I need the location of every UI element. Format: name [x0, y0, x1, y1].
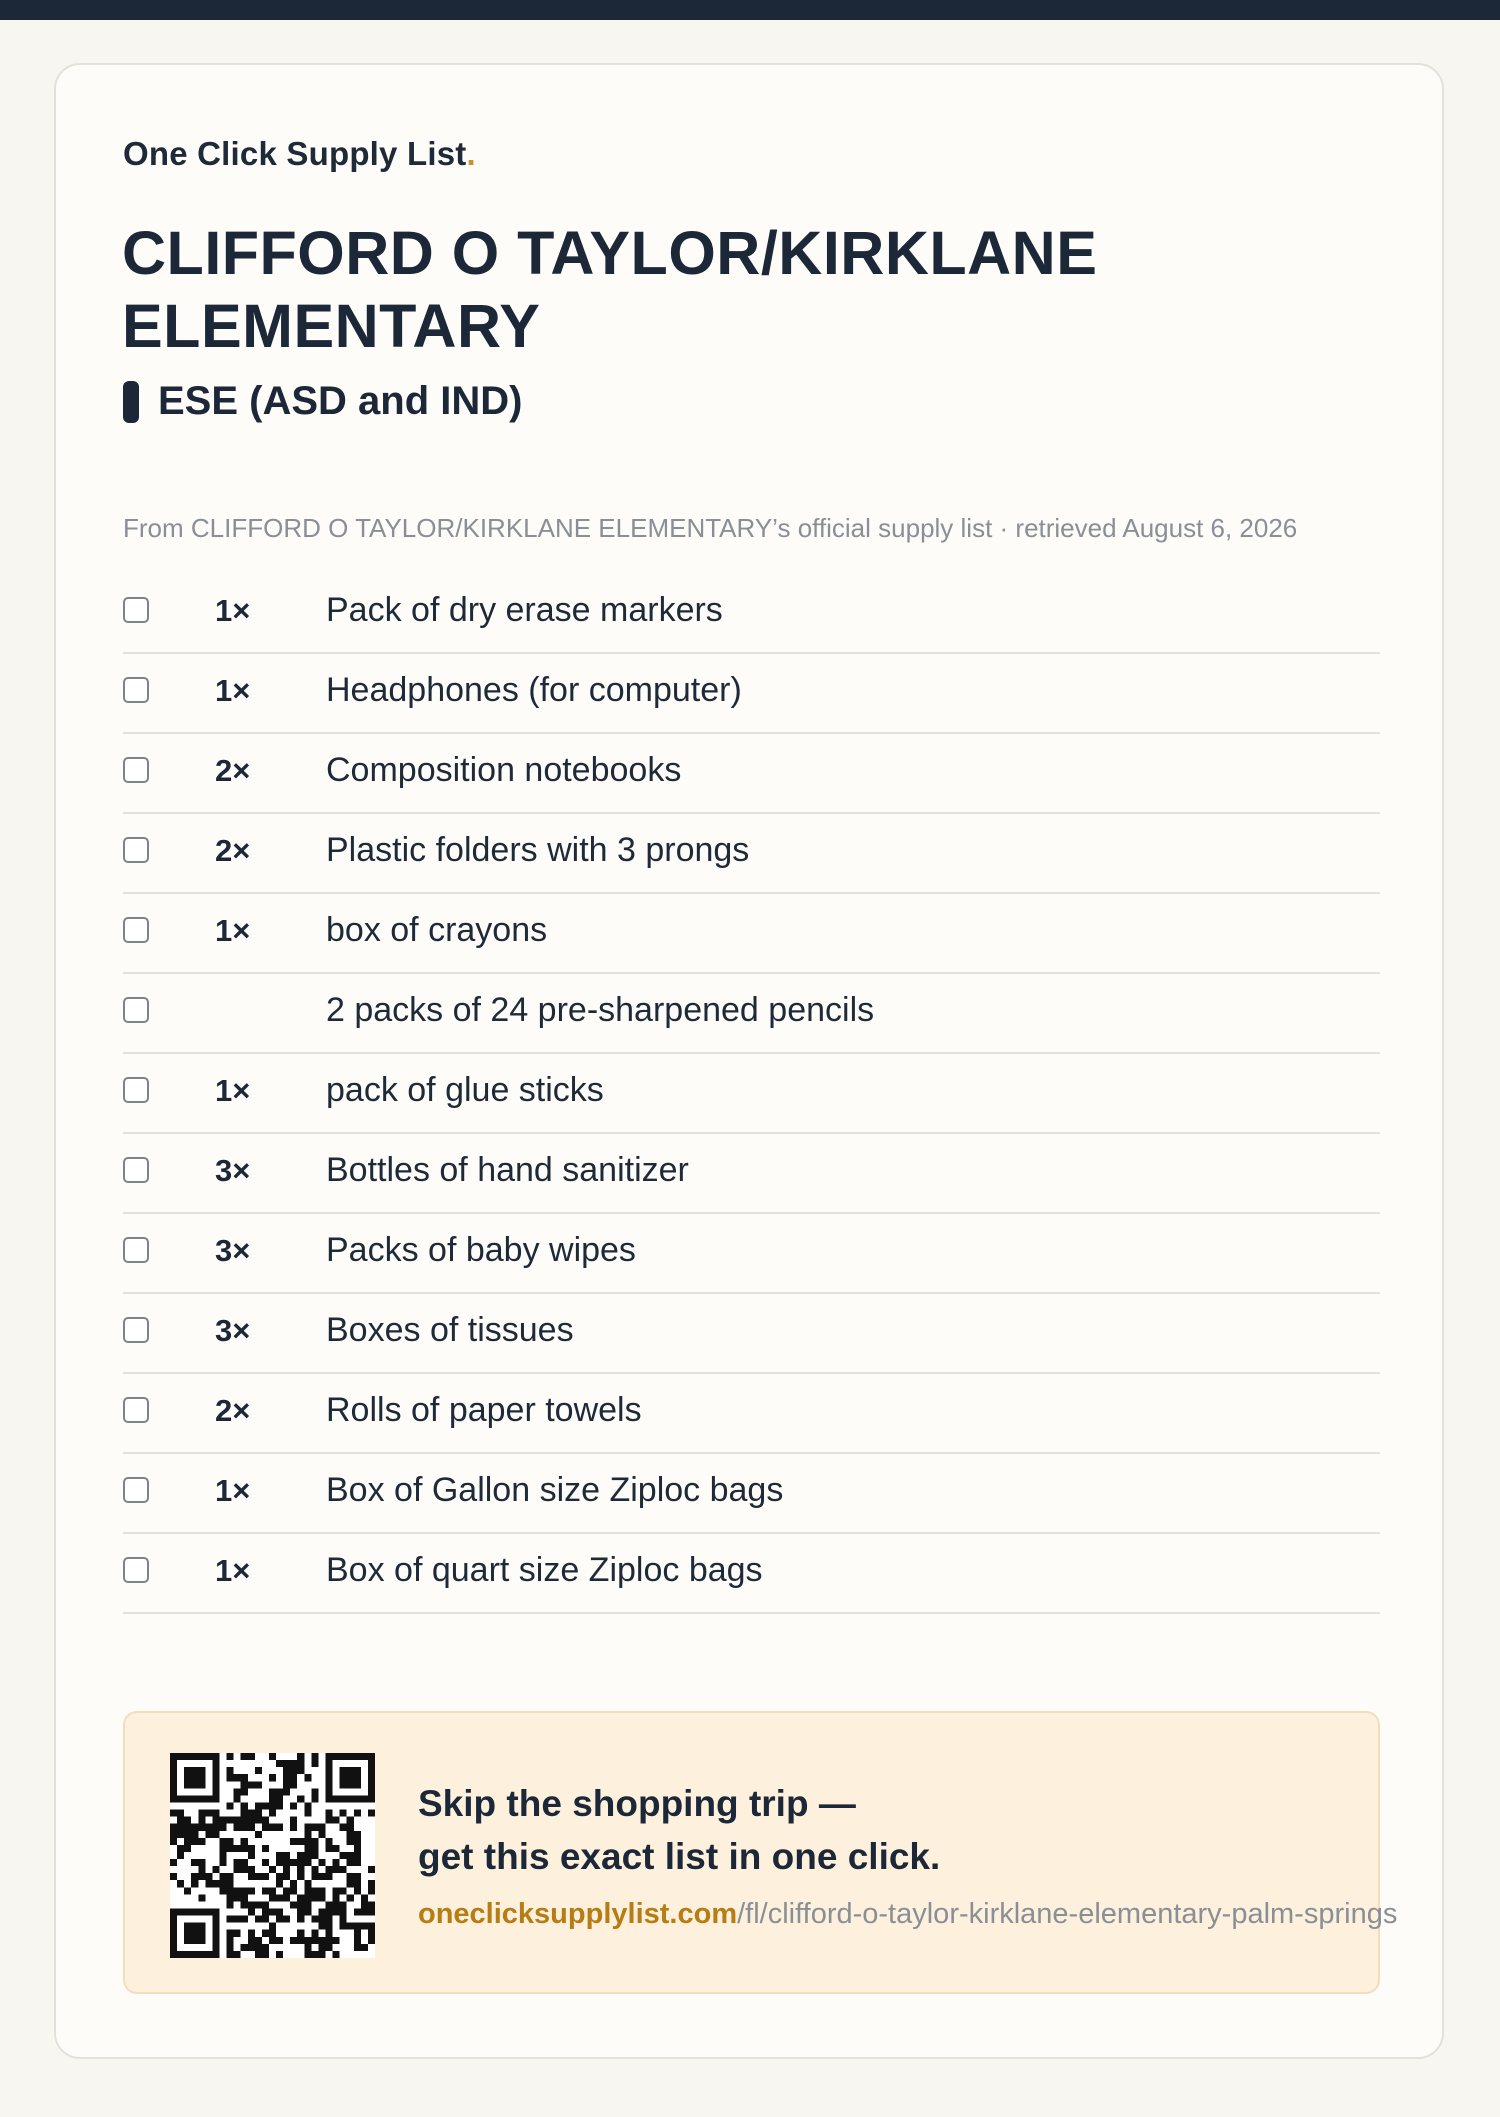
item-name: Box of Gallon size Ziploc bags — [326, 1471, 784, 1509]
qr-code[interactable] — [170, 1753, 375, 1958]
item-quantity: 3× — [215, 1153, 251, 1188]
item-quantity: 1× — [215, 673, 251, 708]
top-bar — [0, 0, 1500, 20]
source-note: From CLIFFORD O TAYLOR/KIRKLANE ELEMENTARY’s official supply list · retrieved August 6, 2026 — [123, 513, 1298, 543]
school-name: CLIFFORD O TAYLOR/KIRKLANE ELEMENTARY — [122, 219, 1098, 360]
brand-logo — [123, 135, 476, 173]
item-checkbox[interactable] — [123, 1077, 149, 1103]
item-checkbox[interactable] — [123, 997, 149, 1023]
item-checkbox[interactable] — [123, 837, 149, 863]
cta-banner[interactable] — [123, 1711, 1398, 1994]
item-name: Pack of dry erase markers — [326, 591, 723, 629]
item-checkbox[interactable] — [123, 1557, 149, 1583]
class-name: ESE (ASD and IND) — [158, 379, 523, 423]
item-checkbox[interactable] — [123, 677, 149, 703]
item-quantity: 1× — [215, 593, 251, 628]
item-quantity: 2× — [215, 833, 251, 868]
item-name: Plastic folders with 3 prongs — [326, 831, 750, 869]
item-checkbox[interactable] — [123, 1317, 149, 1343]
supply-item — [123, 814, 1380, 894]
item-name: Composition notebooks — [326, 751, 682, 789]
supply-item — [123, 1134, 1380, 1214]
supply-item — [123, 654, 1380, 734]
item-checkbox[interactable] — [123, 1397, 149, 1423]
supply-item — [123, 1054, 1380, 1134]
cta-url-path[interactable]: /fl/clifford-o-taylor-kirklane-elementary-palm-springs — [737, 1898, 1398, 1930]
item-quantity: 3× — [215, 1233, 251, 1268]
item-name: Boxes of tissues — [326, 1311, 574, 1349]
item-name: Rolls of paper towels — [326, 1391, 642, 1429]
supply-item — [123, 1374, 1380, 1454]
item-name: pack of glue sticks — [326, 1071, 604, 1109]
supply-list-card — [54, 63, 1444, 2059]
supply-item — [123, 1214, 1380, 1294]
item-checkbox[interactable] — [123, 1237, 149, 1263]
item-quantity: 1× — [215, 1073, 251, 1108]
item-quantity: 3× — [215, 1313, 251, 1348]
supply-item — [123, 574, 1380, 654]
supply-item — [123, 894, 1380, 974]
item-quantity: 1× — [215, 1473, 251, 1508]
item-checkbox[interactable] — [123, 597, 149, 623]
brand-name: One Click Supply List — [123, 135, 467, 172]
item-quantity: 2× — [215, 1393, 251, 1428]
supply-items-list — [123, 574, 1380, 1614]
class-marker — [123, 381, 139, 423]
item-name: 2 packs of 24 pre-sharpened pencils — [326, 991, 875, 1029]
supply-item — [123, 1534, 1380, 1614]
cta-url-link[interactable] — [418, 1898, 1397, 1931]
class-heading — [123, 379, 522, 424]
item-quantity: 1× — [215, 1553, 251, 1588]
item-name: Bottles of hand sanitizer — [326, 1151, 689, 1189]
item-checkbox[interactable] — [123, 917, 149, 943]
item-name: Headphones (for computer) — [326, 671, 742, 709]
brand-dot: . — [466, 135, 476, 172]
supply-item — [123, 974, 1380, 1054]
supply-item — [123, 1294, 1380, 1374]
item-checkbox[interactable] — [123, 1477, 149, 1503]
item-checkbox[interactable] — [123, 757, 149, 783]
item-name: Packs of baby wipes — [326, 1231, 636, 1269]
cta-line-2: get this exact list in one click. — [418, 1836, 941, 1877]
item-quantity: 1× — [215, 913, 251, 948]
supply-item — [123, 734, 1380, 814]
cta-line-1: Skip the shopping trip — — [418, 1783, 856, 1824]
cta-title — [418, 1777, 940, 1883]
item-quantity: 2× — [215, 753, 251, 788]
item-name: box of crayons — [326, 911, 548, 949]
item-name: Box of quart size Ziploc bags — [326, 1551, 763, 1589]
item-checkbox[interactable] — [123, 1157, 149, 1183]
supply-item — [123, 1454, 1380, 1534]
cta-url-domain[interactable]: oneclicksupplylist.com — [418, 1898, 738, 1930]
